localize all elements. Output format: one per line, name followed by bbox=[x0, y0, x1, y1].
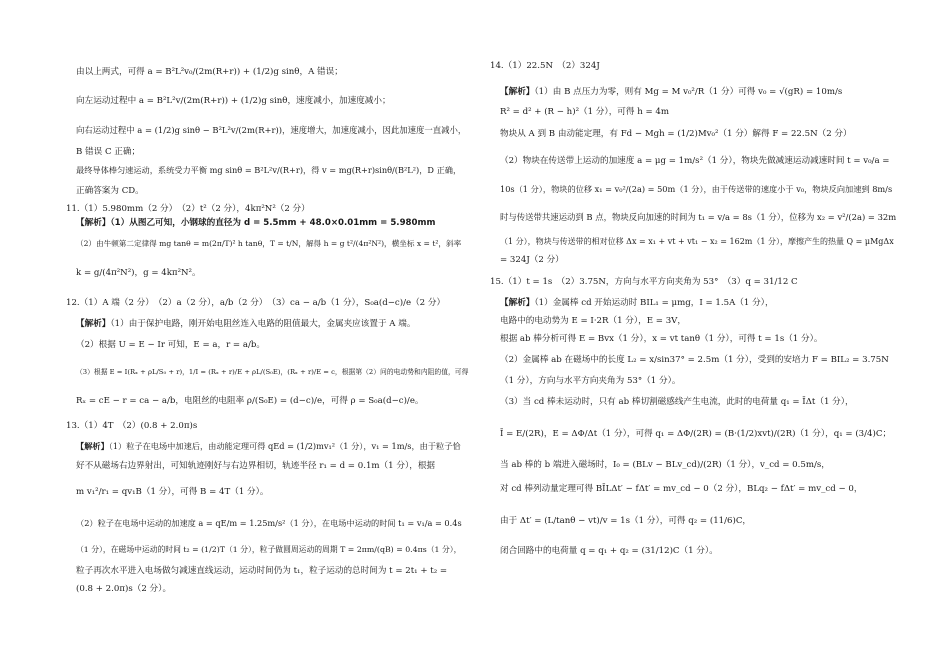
question-13-answer: 13.（1）4T （2）(0.8 + 2.0π)s bbox=[66, 421, 198, 431]
analysis-text: （1）由于保护电路，刚开始电阻丝连入电路的阻值最大，金属夹应该置于 A 端。 bbox=[110, 319, 416, 329]
text-line: （3）当 cd 棒未运动时，只有 ab 棒切割磁感线产生电流，此时的电荷量 q₁ = ĪΔt（1 分）， bbox=[500, 397, 854, 407]
question-12-answer: 12.（1）A 端（2 分） （2）a（2 分），a/b（2 分） （3）ca − a/b（1 分），S₀a(d−c)/e（2 分） bbox=[66, 298, 446, 308]
text-line: 由于 Δt′ = (L/tanθ − vt)/v = 1s（1 分），可得 q₂ = (11/6)C， bbox=[500, 516, 752, 526]
analysis-line bbox=[76, 440, 461, 452]
question-11-answer: 11.（1）5.980mm（2 分） （2）t²（2 分），4kπ²N²（2 分） bbox=[66, 204, 310, 214]
analysis-tag: 【解析】 bbox=[500, 87, 535, 97]
question-15-answer: 15.（1）t = 1s （2）3.75N，方向与水平方向夹角为 53° （3）q = 31/12 C bbox=[490, 277, 798, 287]
text-line: （2）粒子在电场中运动的加速度 a = qE/m = 1.25m/s²（1 分），在电场中运动的时间 t₁ = v₁/a = 0.4s bbox=[76, 518, 462, 528]
text-line: （2）由牛顿第二定律得 mg tanθ = m(2π/T)² h tanθ，T = t/N，解得 h = g t²/(4π²N²)，横坐标 x = t²，斜率 bbox=[76, 239, 462, 248]
text-line: 正确答案为 CD。 bbox=[76, 186, 144, 196]
text-line: （1 分），在磁场中运动的时间 t₂ = (1/2)T（1 分），粒子做圆周运动的周期 T = 2πm/(qB) = 0.4πs（1 分）， bbox=[76, 545, 462, 554]
analysis-text: （1）从图乙可知，小钢球的直径为 d = 5.5mm + 48.0×0.01mm = 5.980mm bbox=[110, 218, 436, 228]
analysis-tag: 【解析】 bbox=[500, 298, 535, 308]
text-line: B 错误 C 正确； bbox=[76, 147, 141, 157]
text-line: （2）物块在传送带上运动的加速度 a = μg = 1m/s²（1 分），物块先做减速运动减速时间 t = v₀/a = bbox=[500, 156, 890, 166]
text-line: 对 cd 棒列动量定理可得 BĪLΔt′ − fΔt′ = mv_cd − 0（2 分），BLq₂ − fΔt′ = mv_cd − 0， bbox=[500, 484, 863, 494]
text-line: R² = d² + (R − h)²（1 分），可得 h = 4m bbox=[500, 107, 670, 117]
text-line: （2）根据 U = E − Ir 可知，E = a，r = a/b。 bbox=[76, 340, 265, 350]
text-line: 闭合回路中的电荷量 q = q₁ + q₂ = (31/12)C（1 分）。 bbox=[500, 546, 718, 556]
analysis-line bbox=[500, 86, 842, 98]
question-14-answer: 14.（1）22.5N （2）324J bbox=[490, 61, 600, 71]
text-line: （3）根据 E = I(Rₓ + ρL/S₀ + r)，1/I = (Rₓ + r)/E + ρL/(S₀E)，(Rₓ + r)/E = c，根据第（2）问的电动势和内阻的值，可得 bbox=[76, 368, 469, 376]
text-line: （1 分），物块与传送带的相对位移 Δx = x₁ + vt + vt₁ − x₂ = 162m（1 分），摩擦产生的热量 Q = μMgΔx bbox=[500, 237, 894, 246]
text-line: （2）金属棒 ab 在磁场中的长度 L₂ = x/sin37° = 2.5m（1 分），受到的安培力 F = BIL₂ = 3.75N bbox=[500, 355, 889, 365]
text-line: = 324J（2 分） bbox=[500, 255, 564, 265]
text-line: 当 ab 棒的 b 端进入磁场时，I₀ = (BLv − BLv_cd)/(2R)（1 分），v_cd = 0.5m/s， bbox=[500, 460, 830, 470]
analysis-text: （1）由 B 点压力为零，则有 Mg = M v₀²/R（1 分）可得 v₀ = √(gR) = 10m/s bbox=[534, 87, 843, 97]
text-line: 粒子再次水平进入电场做匀减速直线运动，运动时间仍为 t₁，粒子运动的总时间为 t = 2t₁ + t₂ = bbox=[76, 566, 448, 576]
analysis-text: （1）金属棒 cd 开始运动时 BIL₁ = μmg，I = 1.5A（1 分）， bbox=[534, 298, 774, 308]
analysis-tag: 【解析】 bbox=[76, 441, 109, 451]
text-line: 向右运动过程中 a = (1/2)g sinθ − B²L²v/(2m(R+r))，速度增大，加速度减小，因此加速度一直减小， bbox=[76, 125, 467, 135]
text-line: 电路中的电动势为 E = I·2R（1 分），E = 3V， bbox=[500, 316, 686, 326]
text-line: （1 分），方向与水平方向夹角为 53°（1 分）。 bbox=[500, 376, 681, 386]
analysis-tag: 【解析】 bbox=[76, 218, 111, 228]
text-line: 向左运动过程中 a = B²L²v/(2m(R+r)) + (1/2)g sinθ，速度减小，加速度减小； bbox=[76, 96, 391, 106]
analysis-text: （1）粒子在电场中加速后，由动能定理可得 qEd = (1/2)mv₁²（1 分），v₁ = 1m/s，由于粒子恰 bbox=[108, 441, 461, 451]
text-line: (0.8 + 2.0π)s（2 分）。 bbox=[76, 584, 172, 594]
analysis-line bbox=[76, 217, 435, 229]
analysis-line bbox=[500, 297, 774, 309]
text-line: 好不从磁场右边界射出，可知轨迹刚好与右边界相切，轨迹半径 r₁ = d = 0.1m（1 分），根据 bbox=[76, 461, 436, 471]
text-line: 物块从 A 到 B 由动能定理，有 Fd − Mgh = (1/2)Mv₀²（1 分）解得 F = 22.5N（2 分） bbox=[500, 129, 852, 139]
text-line: 由以上两式，可得 a = B²L²v₀/(2m(R+r)) + (1/2)g sinθ，A 错误； bbox=[76, 67, 343, 77]
text-line: 最终导体棒匀速运动，系统受力平衡 mg sinθ = B²L²v/(R+r)，得 v = mg(R+r)sinθ/(B²L²)，D 正确， bbox=[76, 165, 462, 175]
text-line: k = g/(4π²N²)，g = 4kπ²N²。 bbox=[76, 268, 201, 278]
text-line: Rₓ = cE − r = ca − a/b，电阻丝的电阻率 ρ/(S₀E) = (d−c)/e，可得 ρ = S₀a(d−c)/e。 bbox=[76, 396, 424, 406]
text-line: 10s（1 分），物块的位移 x₁ = v₀²/(2a) = 50m（1 分），由于传送带的速度小于 v₀，物块反向加速到 8m/s bbox=[500, 184, 893, 194]
text-line: 根据 ab 棒分析可得 E = Bvx（1 分），x = vt tanθ（1 分），可得 t = 1s（1 分）。 bbox=[500, 334, 823, 344]
text-line: 时与传送带共速运动到 B 点，物块反向加速的时间为 t₁ = v/a = 8s（1 分），位移为 x₂ = v²/(2a) = 32m bbox=[500, 212, 897, 222]
text-line: Ī = E/(2R)，E = ΔΦ/Δt（1 分），可得 q₁ = ΔΦ/(2R) = (B·(1/2)xvt)/(2R)（1 分），q₁ = (3/4)C； bbox=[500, 429, 892, 439]
text-line: m v₁²/r₁ = qv₁B（1 分），可得 B = 4T（1 分）。 bbox=[76, 487, 269, 497]
analysis-line bbox=[76, 318, 415, 330]
analysis-tag: 【解析】 bbox=[76, 319, 111, 329]
